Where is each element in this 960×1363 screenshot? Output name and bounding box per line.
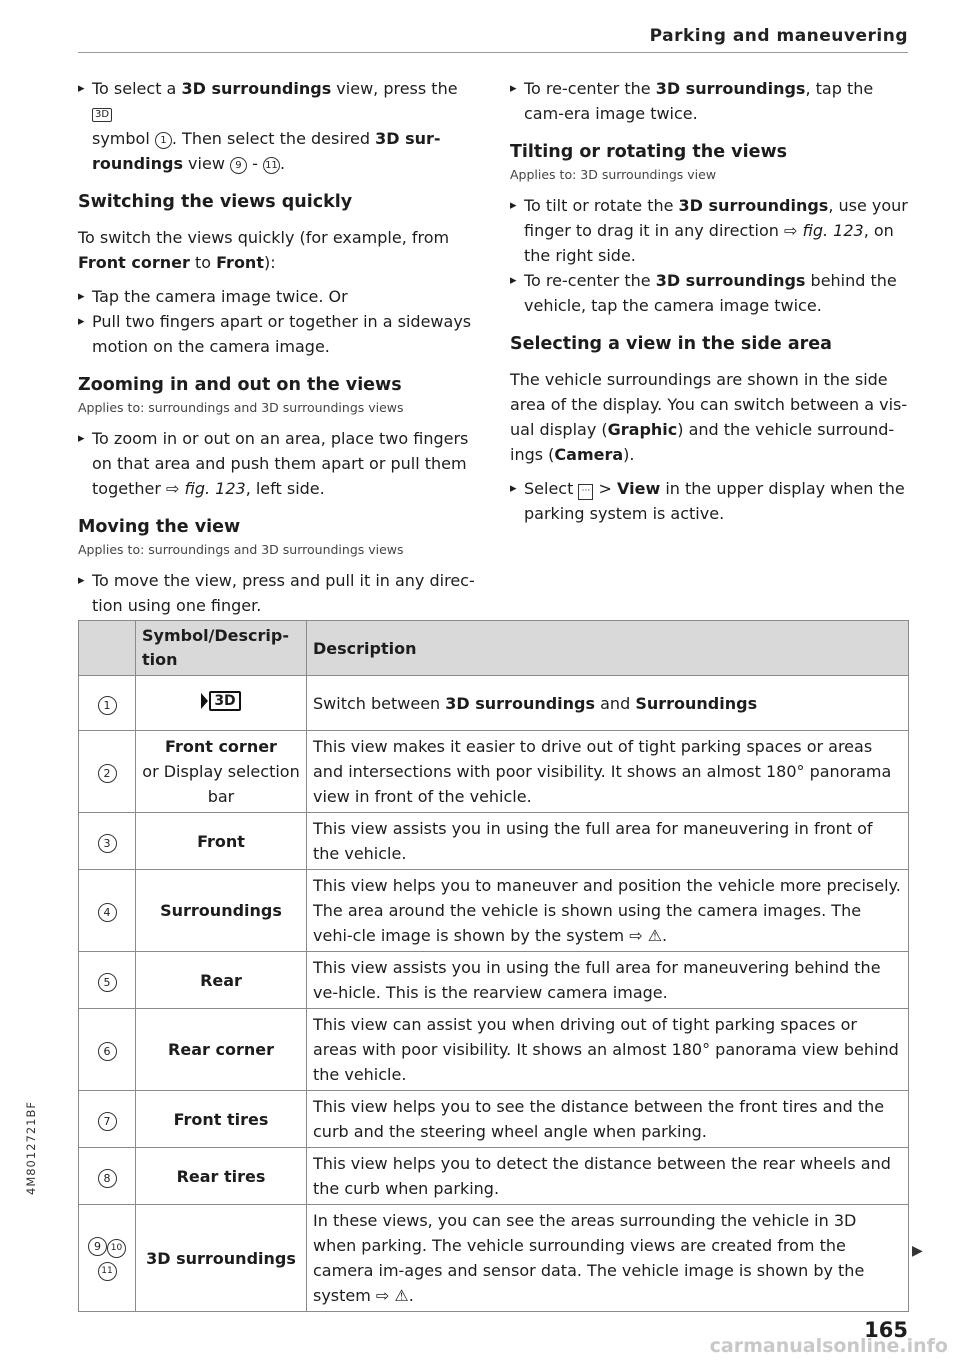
header-desc-cell: Description <box>307 621 909 676</box>
select-paragraph: The vehicle surroundings are shown in the side area of the display. You can switch between a vis-ual display (Graphic) and the vehicle surround-ings (Camera). <box>510 370 908 464</box>
row-description: This view helps you to see the distance between the front tires and the curb and the steering wheel angle when parking. <box>307 1091 909 1148</box>
row-number-icon: 2 <box>98 764 117 783</box>
table-row <box>79 1148 909 1205</box>
table-row <box>79 1091 909 1148</box>
continue-arrow-icon: ▶ <box>912 1243 923 1259</box>
callout-11-icon: 11 <box>263 157 280 174</box>
row-description: This view makes it easier to drive out of tight parking spaces or areas and intersections with poor visibility. It shows an almost 180° panorama view in front of the vehicle. <box>307 731 909 813</box>
tilt-applies: Applies to: 3D surroundings view <box>510 167 717 182</box>
row-symbol: 3D surroundings <box>136 1205 307 1312</box>
figure-link[interactable]: ⇨ fig. 123 <box>165 479 246 498</box>
row-number-icon: 11 <box>98 1262 117 1281</box>
watermark: carmanualsonline.info <box>709 1335 948 1357</box>
table-row <box>79 870 909 952</box>
row-symbol: Front <box>136 813 307 870</box>
row-symbol: Front tires <box>136 1091 307 1148</box>
select-heading: Selecting a view in the side area <box>510 334 832 354</box>
left-column <box>78 76 478 618</box>
row-description: This view assists you in using the full area for maneuvering behind the ve-hicle. This is the rearview camera image. <box>307 952 909 1009</box>
row-description: In these views, you can see the areas surrounding the vehicle in 3D when parking. The vehicle surrounding views are created from the camera im-ages and sensor data. The vehicle image is shown by the system ⇨ ⚠. <box>307 1205 909 1312</box>
switch-heading: Switching the views quickly <box>78 192 353 212</box>
table-header-row <box>79 621 909 676</box>
row-number-icon: 4 <box>98 903 117 922</box>
right-column <box>510 76 910 526</box>
views-table <box>78 620 909 1312</box>
row-number-icon: 1 <box>98 696 117 715</box>
table-row <box>79 731 909 813</box>
table-row <box>79 676 909 731</box>
row-symbol: Surroundings <box>136 870 307 952</box>
row-symbol: Rear corner <box>136 1009 307 1091</box>
switch-paragraph: To switch the views quickly (for example, from Front corner to Front): <box>78 228 450 272</box>
move-heading: Moving the view <box>78 517 241 537</box>
row-number-icon: 10 <box>107 1239 126 1258</box>
row-number-icon: 7 <box>98 1112 117 1131</box>
zoom-bullet: ▸ To zoom in or out on an area, place two fingers on that area and push them apart or pull them together ⇨ fig. 123, left side. <box>78 426 478 501</box>
switch-bullet-2: ▸ Pull two fingers apart or together in a sideways motion on the camera image. <box>78 309 478 359</box>
row-description: This view can assist you when driving out of tight parking spaces or areas with poor visibility. It shows an almost 180° panorama view behind the vehicle. <box>307 1009 909 1091</box>
recenter-bullet: ▸ To re-center the 3D surroundings, tap the cam-era image twice. <box>510 76 910 126</box>
row-symbol: Rear <box>136 952 307 1009</box>
row-description: This view helps you to detect the distance between the rear wheels and the curb when parking. <box>307 1148 909 1205</box>
tilt-bullet-2: ▸ To re-center the 3D surroundings behind the vehicle, tap the camera image twice. <box>510 268 910 318</box>
page-number: 165 <box>864 1318 908 1342</box>
intro-bullet: ▸ To select a 3D surroundings view, press the 3D symbol 1 . Then select the desired 3D sur-roundings view 9 - 11 . <box>78 76 478 176</box>
3d-view-icon: 3D <box>201 691 240 711</box>
row-description: This view helps you to maneuver and position the vehicle more precisely. The area around the vehicle is shown using the camera images. The vehi-cle image is shown by the system ⇨ ⚠. <box>307 870 909 952</box>
section-title: Parking and maneuvering <box>649 26 908 46</box>
move-bullet: ▸ To move the view, press and pull it in any direc-tion using one finger. <box>78 568 478 618</box>
page-header <box>78 24 908 53</box>
move-applies: Applies to: surroundings and 3D surroundings views <box>78 542 404 557</box>
tilt-bullet-1: ▸ To tilt or rotate the 3D surroundings, use your finger to drag it in any direction ⇨ fig. 123, on the right side. <box>510 193 910 268</box>
header-num-cell <box>79 621 136 676</box>
row-number-icon: 8 <box>98 1169 117 1188</box>
row-number-icon: 6 <box>98 1042 117 1061</box>
row-symbol-extra: or Display selection bar <box>142 762 300 806</box>
row-description: This view assists you in using the full area for maneuvering in front of the vehicle. <box>307 813 909 870</box>
callout-9-icon: 9 <box>230 157 247 174</box>
table-row <box>79 1205 909 1312</box>
figure-link[interactable]: ⇨ fig. 123 <box>784 221 864 240</box>
zoom-applies: Applies to: surroundings and 3D surroundings views <box>78 400 404 415</box>
row-symbol: Front corner <box>165 737 277 756</box>
tilt-heading: Tilting or rotating the views <box>510 142 788 162</box>
document-code: 4M8012721BF <box>24 1101 38 1195</box>
table-row <box>79 1009 909 1091</box>
callout-1-icon: 1 <box>155 132 172 149</box>
row-description: Switch between 3D surroundings and Surroundings <box>307 676 909 731</box>
3d-symbol-icon: 3D <box>92 108 112 122</box>
row-number-icon: 9 <box>88 1237 107 1256</box>
switch-bullet-1: ▸ Tap the camera image twice. Or <box>78 284 478 309</box>
header-symbol-cell: Symbol/Descrip-tion <box>136 621 307 676</box>
row-number-icon: 5 <box>98 973 117 992</box>
table-row <box>79 952 909 1009</box>
row-number-icon: 3 <box>98 834 117 853</box>
table-row <box>79 813 909 870</box>
zoom-heading: Zooming in and out on the views <box>78 375 402 395</box>
more-menu-icon: ··· <box>578 484 593 500</box>
select-bullet: ▸ Select ··· > View in the upper display when the parking system is active. <box>510 476 910 526</box>
row-symbol: Rear tires <box>136 1148 307 1205</box>
